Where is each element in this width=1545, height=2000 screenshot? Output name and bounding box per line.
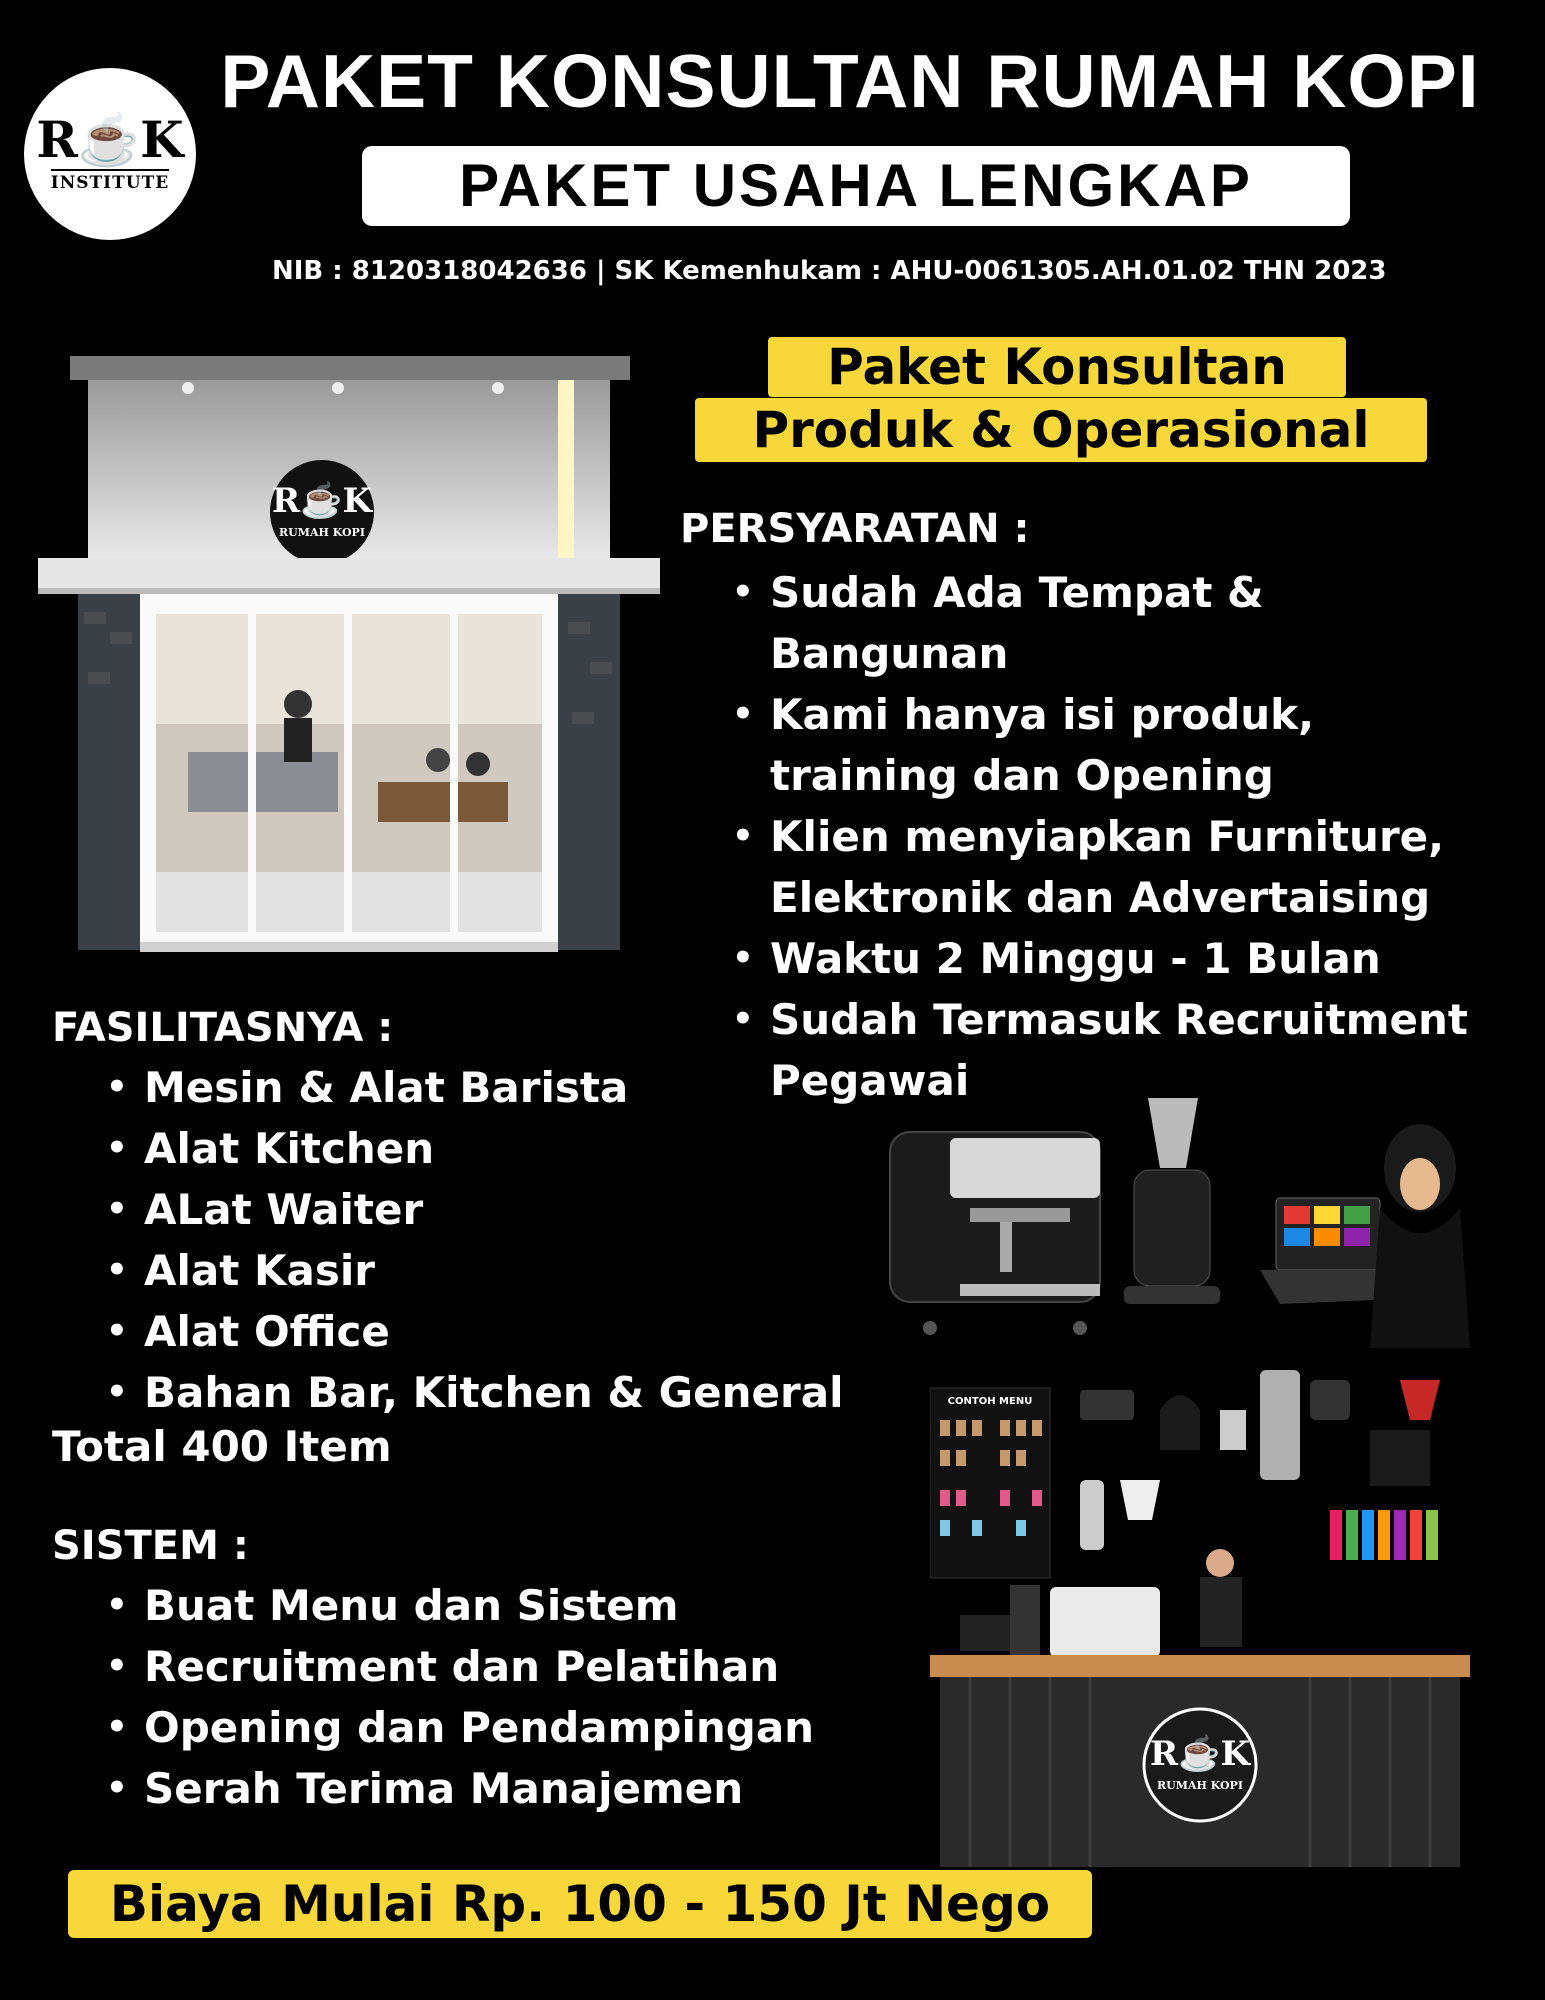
list-item: • Opening dan Pendampingan [96,1697,856,1758]
list-item: • Alat Kasir [96,1240,856,1301]
requirements-list [722,562,1482,1111]
logo-mark: R☕K [36,110,184,169]
list-item: • Mesin & Alat Barista [96,1057,856,1118]
counter-logo-text: RUMAH KOPI [1157,1779,1243,1792]
barista-equipment-image [880,1098,1470,1348]
counter-logo-mark: R☕K [1149,1734,1251,1774]
coffee-bar-counter-image [930,1545,1470,1875]
facilities-heading: FASILITASNYA : [52,1005,394,1051]
list-item: • Bahan Bar, Kitchen & General [96,1362,856,1423]
list-item: • Klien menyiapkan Furniture, Elektronik dan Advertaising [722,806,1482,928]
page-title: PAKET KONSULTAN RUMAH KOPI [220,39,1480,123]
list-item: • Sudah Termasuk Recruitment Pegawai [722,989,1482,1111]
institute-logo [24,68,196,240]
list-item: • Serah Terima Manajemen [96,1758,856,1819]
list-item: • Kami hanya isi produk, training dan Opening [722,684,1482,806]
coffee-shop-facade-image [38,352,660,960]
package-title-line1: Paket Konsultan [768,337,1346,397]
list-item: • ALat Waiter [96,1179,856,1240]
system-list [96,1575,856,1819]
facilities-total: Total 400 Item [52,1422,392,1471]
list-item: • Buat Menu dan Sistem [96,1575,856,1636]
price-banner: Biaya Mulai Rp. 100 - 150 Jt Nego [68,1870,1092,1938]
package-title-line2: Produk & Operasional [695,398,1427,462]
legal-registration: NIB : 8120318042636 | SK Kemenhukam : AHU-0061305.AH.01.02 THN 2023 [272,256,1387,286]
menu-board-title: CONTOH MENU [947,1396,1033,1407]
page-subtitle: PAKET USAHA LENGKAP [362,146,1350,226]
facilities-list [96,1057,856,1423]
system-heading: SISTEM : [52,1523,249,1569]
list-item: • Alat Kitchen [96,1118,856,1179]
logo-subtext: INSTITUTE [51,169,169,193]
list-item: • Sudah Ada Tempat & Bangunan [722,562,1482,684]
list-item: • Recruitment dan Pelatihan [96,1636,856,1697]
list-item: • Waktu 2 Minggu - 1 Bulan [722,928,1482,989]
store-sign-text: RUMAH KOPI [279,526,365,539]
requirements-heading: PERSYARATAN : [680,506,1030,552]
store-sign-mark: R☕K [271,481,373,521]
list-item: • Alat Office [96,1301,856,1362]
